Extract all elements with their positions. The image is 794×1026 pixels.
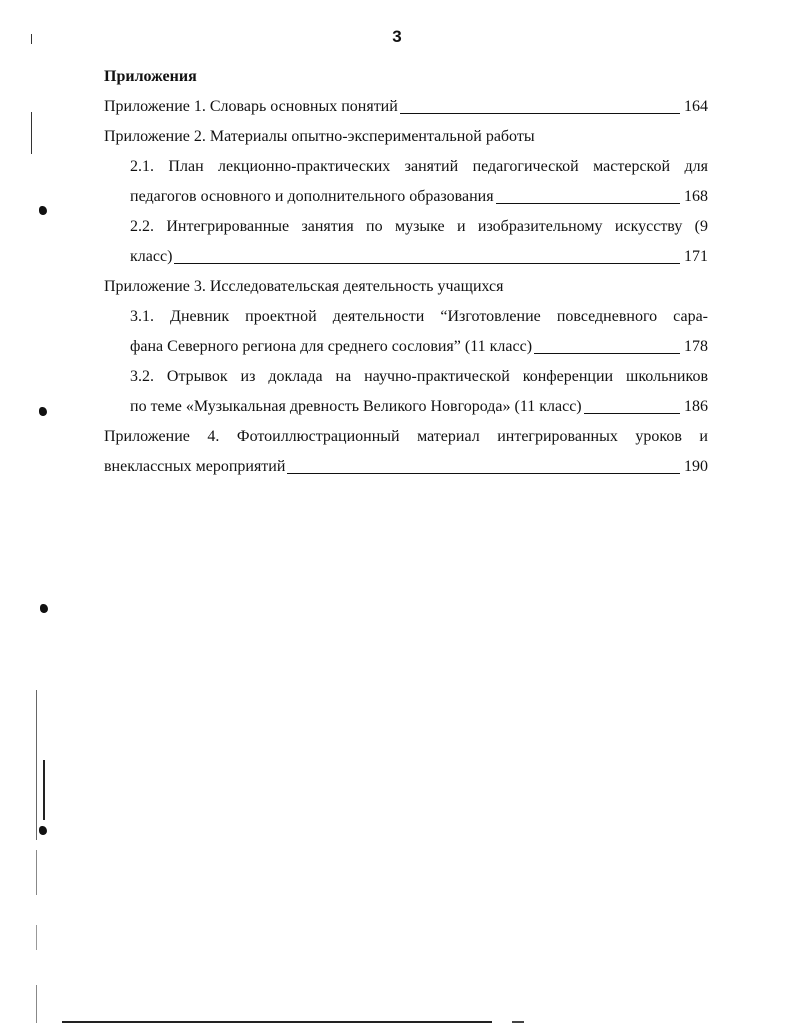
toc-entry-title: внеклассных мероприятий	[104, 458, 286, 475]
leader-line	[534, 353, 680, 354]
toc-entry-app3-1-line2	[104, 332, 708, 362]
leader-line	[174, 263, 680, 264]
toc-entry-app2-1-line2	[104, 182, 708, 212]
scan-artifact-line	[31, 112, 32, 154]
toc-heading: Приложения	[104, 68, 197, 85]
toc-page-number: 164	[684, 98, 708, 115]
toc-entry-app2-1-line1: 2.1. План лекционно-практических занятий педагогической мастерской для	[130, 158, 708, 175]
scan-artifact-line	[43, 760, 45, 820]
toc-entry-title: фана Северного региона для среднего сословия” (11 класс)	[130, 338, 533, 355]
toc-entry-title: Приложение 1. Словарь основных понятий	[104, 98, 398, 115]
scan-artifact-bottom-line	[62, 1021, 492, 1023]
toc-page-number: 190	[684, 458, 708, 475]
toc-entry-app2: Приложение 2. Материалы опытно-экспериментальной работы	[104, 128, 535, 145]
scan-artifact-line	[36, 690, 37, 840]
toc-entry-title: класс)	[130, 248, 173, 265]
toc-entry-app2-2-line1: 2.2. Интегрированные занятия по музыке и изобразительному искусству (9	[130, 218, 708, 235]
leader-line	[287, 473, 680, 474]
toc-page-number: 171	[684, 248, 708, 265]
toc-page-number: 168	[684, 188, 708, 205]
toc-page-number: 186	[684, 398, 708, 415]
toc-entry-app2-2-line2	[104, 242, 708, 272]
toc-entry-app3-2-line1: 3.2. Отрывок из доклада на научно-практической конференции школьников	[130, 368, 708, 385]
page-number: 3	[392, 27, 402, 46]
toc-entry-app4-line1: Приложение 4. Фотоиллюстрационный материал интегрированных уроков и	[104, 428, 708, 445]
toc-entry-title: по теме «Музыкальная древность Великого Новгорода» (11 класс)	[130, 398, 582, 415]
scan-artifact-mark	[40, 604, 48, 613]
leader-line	[584, 413, 680, 414]
leader-line	[400, 113, 680, 114]
toc-entry-app1	[104, 92, 708, 122]
toc-entry-app4-line2	[104, 452, 708, 482]
scan-artifact-mark	[39, 206, 47, 215]
table-of-contents	[104, 62, 708, 482]
scan-artifact-mark	[39, 826, 47, 835]
scan-artifact-line	[36, 850, 37, 895]
toc-entry-app3: Приложение 3. Исследовательская деятельность учащихся	[104, 278, 504, 295]
toc-page-number: 178	[684, 338, 708, 355]
scan-artifact-bottom-line	[512, 1021, 524, 1023]
scan-artifact-mark	[39, 407, 47, 416]
toc-entry-title: педагогов основного и дополнительного образования	[130, 188, 494, 205]
scan-artifact-line	[36, 925, 37, 950]
scan-artifact-line	[31, 34, 32, 44]
toc-entry-app3-1-line1: 3.1. Дневник проектной деятельности “Изготовление повседневного сара-	[130, 308, 708, 325]
leader-line	[496, 203, 680, 204]
toc-entry-app3-2-line2	[104, 392, 708, 422]
scan-artifact-line	[36, 985, 37, 1023]
